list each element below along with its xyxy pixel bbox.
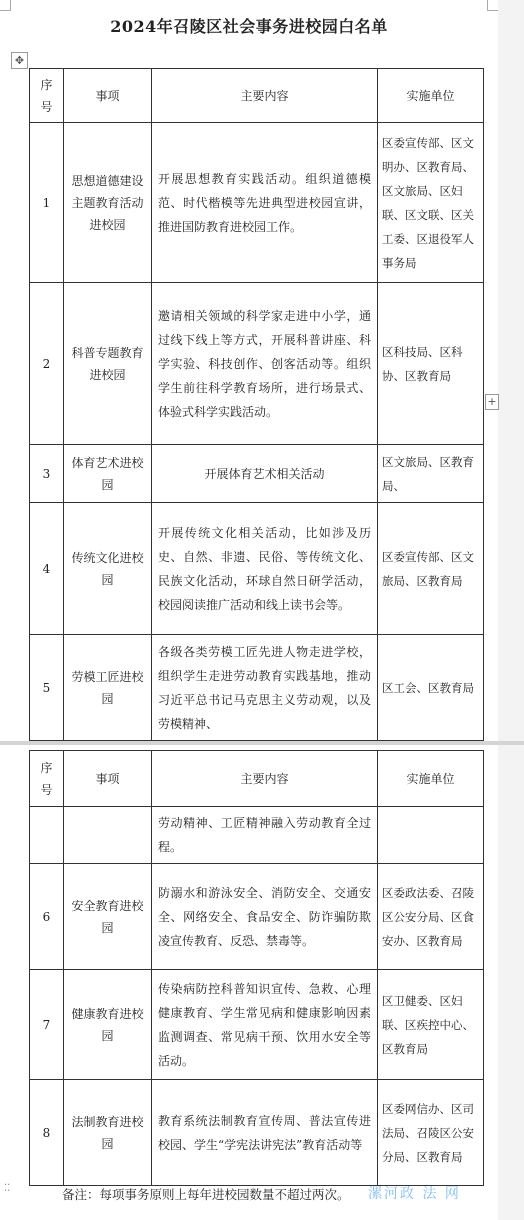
row-no: 3 [30, 445, 64, 503]
row-item: 传统文化进校园 [64, 503, 152, 635]
row-no [30, 807, 64, 864]
row-content: 各级各类劳模工匠先进人物走进学校，组织学生走进劳动教育实践基地，推动习近平总书记马克思主义劳动观，以及劳模精神、 [152, 635, 378, 741]
header-content: 主要内容 [152, 69, 378, 123]
add-icon[interactable]: + [485, 394, 499, 410]
row-unit: 区委网信办、区司法局、召陵区公安分局、区教育局 [378, 1080, 484, 1186]
table-header-row [30, 751, 484, 807]
whitelist-table-continued [29, 750, 484, 1186]
row-item: 健康教育进校园 [64, 970, 152, 1080]
row-unit: 区工会、区教育局 [378, 635, 484, 741]
page-margin [498, 0, 524, 1220]
corner-mark [0, 0, 11, 11]
row-unit: 区科技局、区科协、区教育局 [378, 283, 484, 445]
watermark: 漯河政 法 网 [368, 1186, 461, 1202]
corner-mark [487, 0, 498, 11]
header-unit: 实施单位 [378, 69, 484, 123]
row-item: 法制教育进校园 [64, 1080, 152, 1186]
footnote: 备注：每项事务原则上每年进校园数量不超过两次。 [62, 1187, 350, 1202]
row-content: 教育系统法制教育宣传周、普法宣传进校园、学生“学宪法讲宪法”教育活动等 [152, 1080, 378, 1186]
row-unit: 区委宣传部、区文旅局、区教育局 [378, 503, 484, 635]
table-row [30, 970, 484, 1080]
table-row [30, 503, 484, 635]
header-content: 主要内容 [152, 751, 378, 807]
row-item: 体育艺术进校园 [64, 445, 152, 503]
table-row [30, 1080, 484, 1186]
row-item: 思想道德建设主题教育活动进校园 [64, 123, 152, 283]
row-item: 科普专题教育进校园 [64, 283, 152, 445]
table-row [30, 283, 484, 445]
row-unit: 区委政法委、召陵区公安分局、区食安办、区教育局 [378, 864, 484, 970]
row-content: 邀请相关领域的科学家走进中小学，通过线下线上等方式，开展科普讲座、科学实验、科技创作、创客活动等。组织学生前往科学教育场所，进行场景式、体验式科学实践活动。 [152, 283, 378, 445]
document-title: 2024年召陵区社会事务进校园白名单 [110, 17, 388, 36]
row-unit [378, 807, 484, 864]
header-item: 事项 [64, 751, 152, 807]
row-no: 2 [30, 283, 64, 445]
table-header-row [30, 69, 484, 123]
row-content: 开展思想教育实践活动。组织道德模范、时代楷模等先进典型进校园宣讲，推进国防教育进校园工作。 [152, 123, 378, 283]
move-icon[interactable]: ✥ [11, 52, 28, 69]
document-page-2 [0, 745, 498, 1220]
row-item: 安全教育进校园 [64, 864, 152, 970]
table-row [30, 445, 484, 503]
row-item: 劳模工匠进校园 [64, 635, 152, 741]
table-row [30, 123, 484, 283]
row-unit: 区文旅局、区教育局、 [378, 445, 484, 503]
row-unit: 区委宣传部、区文明办、区教育局、区文旅局、区妇联、区文联、区关工委、区退役军人事务局 [378, 123, 484, 283]
header-no: 序号 [30, 751, 64, 807]
table-row [30, 807, 484, 864]
row-no: 5 [30, 635, 64, 741]
whitelist-table [29, 68, 484, 741]
table-row [30, 864, 484, 970]
row-no: 7 [30, 970, 64, 1080]
resize-grip-icon[interactable]: ⁚⁚ [4, 1183, 11, 1194]
row-no: 6 [30, 864, 64, 970]
row-content: 劳动精神、工匠精神融入劳动教育全过程。 [152, 807, 378, 864]
table-row [30, 635, 484, 741]
row-content: 开展体育艺术相关活动 [152, 445, 378, 503]
row-content: 防溺水和游泳安全、消防安全、交通安全、网络安全、食品安全、防诈骗防欺凌宣传教育、反恐、禁毒等。 [152, 864, 378, 970]
header-unit: 实施单位 [378, 751, 484, 807]
row-no: 4 [30, 503, 64, 635]
row-no: 8 [30, 1080, 64, 1186]
row-content: 开展传统文化相关活动，比如涉及历史、自然、非遗、民俗、等传统文化、民族文化活动，环球自然日研学活动，校园阅读推广活动和线上读书会等。 [152, 503, 378, 635]
header-item: 事项 [64, 69, 152, 123]
row-unit: 区卫健委、区妇联、区疾控中心、区教育局 [378, 970, 484, 1080]
row-content: 传染病防控科普知识宣传、急救、心理健康教育、学生常见病和健康影响因素监测调查、常见病干预、饮用水安全等活动。 [152, 970, 378, 1080]
row-item [64, 807, 152, 864]
header-no: 序号 [30, 69, 64, 123]
row-no: 1 [30, 123, 64, 283]
